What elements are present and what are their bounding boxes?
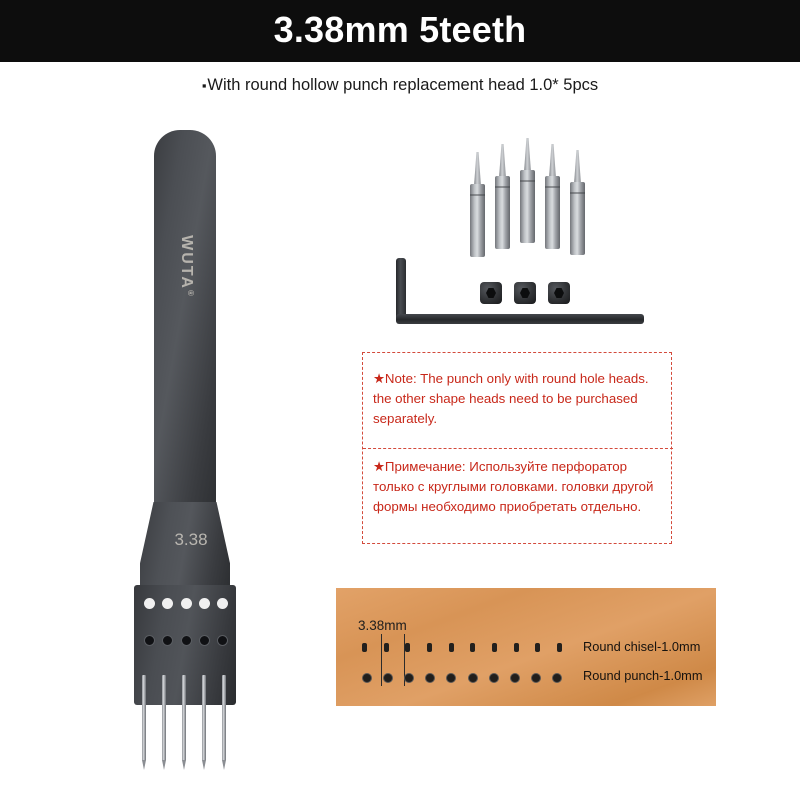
punch-head [520,138,535,243]
head-hole [162,598,173,609]
brand-text: WUTA [177,235,195,290]
punch-mark [404,673,414,683]
head-hole [199,598,210,609]
brand-logo [177,235,196,298]
bullet-icon: ▪ [201,77,207,93]
punch-caption: Round punch-1.0mm [583,668,703,683]
chisel-mark [405,643,410,652]
tool-size-label: 3.38 [174,530,208,549]
punch-tip [549,144,556,178]
needle-group [142,675,230,765]
set-screw [548,282,570,304]
punch-body [570,182,585,255]
head-screw [217,635,228,646]
needle [142,675,146,761]
head-screw [181,635,192,646]
head-hole-row [144,598,228,609]
head-screw [199,635,210,646]
chisel-mark-row [362,643,562,653]
wrench-long-arm [396,314,644,324]
note-english: ★Note: The punch only with round hole heads. the other shape heads need to be purchased separately. [373,371,649,426]
punch-mark [383,673,393,683]
punch-body [520,170,535,243]
note-box [362,352,672,544]
punch-mark [362,673,372,683]
chisel-caption: Round chisel-1.0mm [583,639,701,654]
punch-mark [468,673,478,683]
punch-body [470,184,485,257]
set-screw [480,282,502,304]
punch-mark [531,673,541,683]
chisel-mark [362,643,367,652]
punch-mark-row [362,673,562,685]
subtitle [0,74,800,97]
punch-tip [499,144,506,178]
chisel-mark [492,643,497,652]
needle [222,675,226,761]
chisel-mark [449,643,454,652]
punch-head [495,144,510,249]
punch-tip [524,138,531,172]
punch-mark [425,673,435,683]
tool-handle [154,130,216,530]
chisel-mark [384,643,389,652]
punch-head [570,150,585,255]
punch-mark [552,673,562,683]
wrench-short-arm [396,258,406,320]
leather-chisel-tool [110,130,310,740]
chisel-mark [470,643,475,652]
chisel-mark [427,643,432,652]
punch-body [495,176,510,249]
note-russian: ★Примечание: Используйте перфоратор только с круглыми головками. головки другой формы необходимо приобретать отдельно. [373,459,654,514]
head-hole [181,598,192,609]
head-hole [144,598,155,609]
set-screw [514,282,536,304]
punch-tip [574,150,581,184]
page-title: 3.38mm 5teeth [273,9,527,50]
punch-body [545,176,560,249]
head-hole [217,598,228,609]
note-divider [363,448,673,449]
needle [182,675,186,761]
punch-mark [446,673,456,683]
spacing-label: 3.38mm [358,618,407,633]
punch-tip [474,152,481,186]
punch-head [470,152,485,257]
punch-mark [510,673,520,683]
chisel-mark [557,643,562,652]
chisel-mark [514,643,519,652]
punch-head [545,144,560,249]
head-screw [162,635,173,646]
punch-head-group [470,134,590,254]
head-screw [144,635,155,646]
needle [162,675,166,761]
punch-mark [489,673,499,683]
chisel-mark [535,643,540,652]
head-screw-row [144,635,228,646]
subtitle-text: With round hollow punch replacement head 1.0* 5pcs [207,76,599,94]
registered-mark-icon: ® [186,289,196,298]
set-screw-group [480,282,570,308]
needle [202,675,206,761]
